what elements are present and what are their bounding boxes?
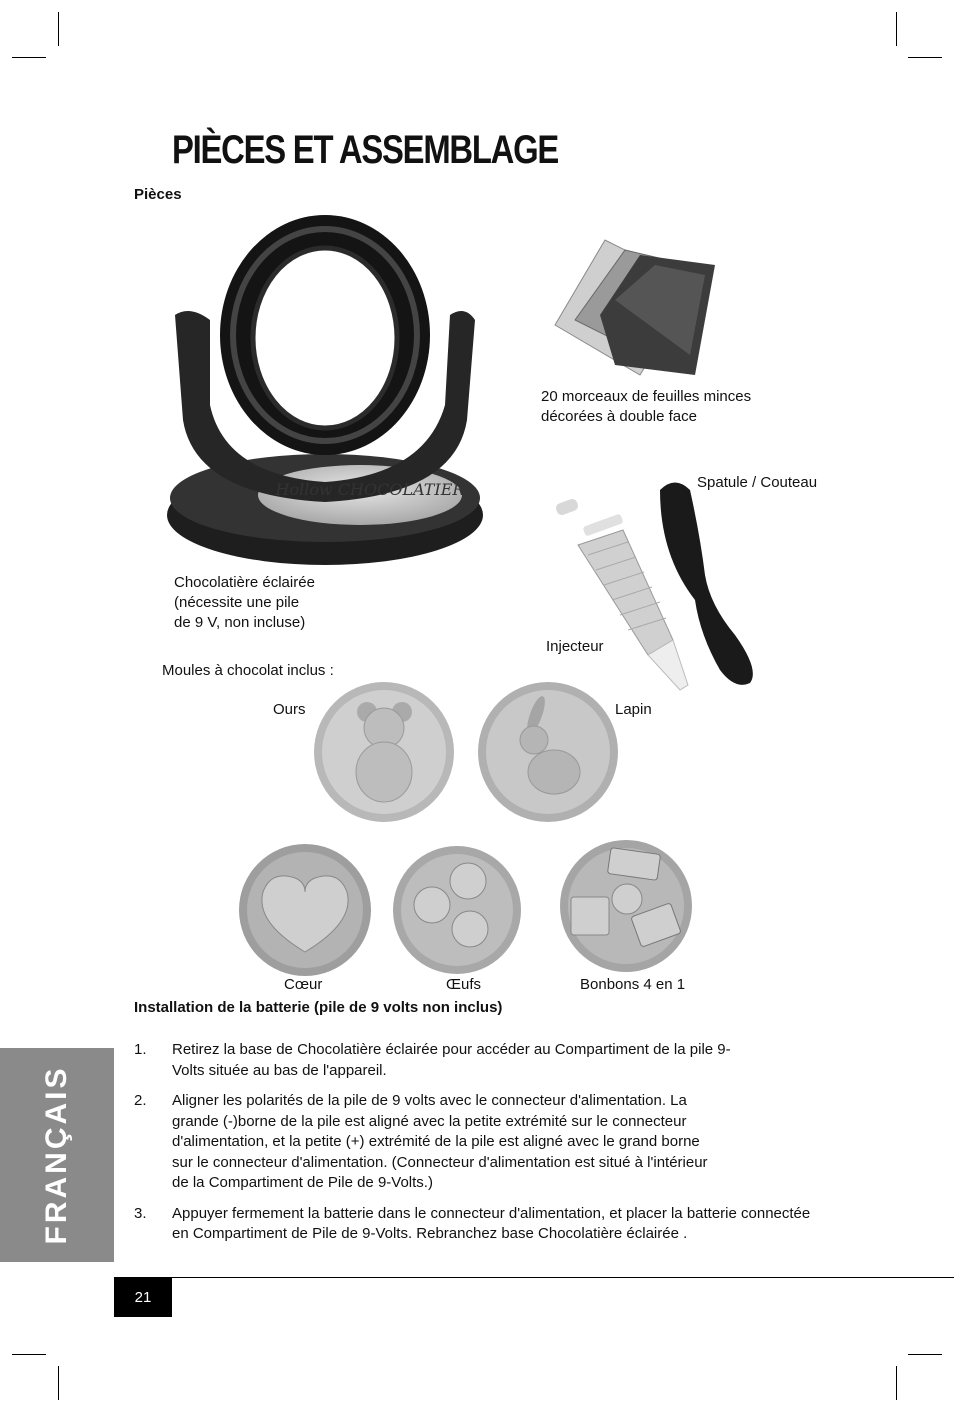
footer-divider bbox=[114, 1277, 954, 1278]
bear-mold-image bbox=[312, 680, 457, 825]
crop-mark bbox=[12, 57, 46, 58]
battery-heading: Installation de la batterie (pile de 9 volts non inclus) bbox=[134, 999, 503, 1016]
spatula-image bbox=[650, 475, 770, 690]
battery-steps bbox=[134, 1040, 834, 1255]
step-item bbox=[134, 1091, 834, 1194]
chocolatier-caption-line: de 9 V, non incluse) bbox=[174, 614, 306, 631]
injector-caption: Injecteur bbox=[546, 638, 604, 655]
foils-caption-line: 20 morceaux de feuilles minces bbox=[541, 388, 752, 405]
eggs-caption: Œufs bbox=[446, 976, 482, 993]
bear-caption: Ours bbox=[273, 701, 306, 718]
step-item bbox=[134, 1204, 834, 1245]
step-number: 1. bbox=[134, 1041, 147, 1058]
chocolatier-image bbox=[165, 210, 500, 570]
step-number: 3. bbox=[134, 1204, 147, 1222]
candy-caption: Bonbons 4 en 1 bbox=[580, 976, 686, 993]
crop-mark bbox=[896, 12, 897, 46]
parts-heading: Pièces bbox=[134, 186, 182, 203]
chocolatier-caption-line: Chocolatière éclairée bbox=[174, 574, 315, 591]
foils-caption-line: décorées à double face bbox=[541, 408, 697, 425]
language-label: FRANÇAIS bbox=[40, 1065, 73, 1245]
foils-image bbox=[545, 225, 725, 385]
step-number: 2. bbox=[134, 1092, 147, 1109]
product-logo: Hollow CHOCOLATIER bbox=[275, 480, 465, 499]
chocolatier-caption-line: (nécessite une pile bbox=[174, 594, 300, 611]
crop-mark bbox=[12, 1354, 46, 1355]
heart-mold-image bbox=[235, 842, 375, 977]
crop-mark bbox=[908, 1354, 942, 1355]
spatula-caption: Spatule / Couteau bbox=[697, 474, 818, 491]
page-number: 21 bbox=[114, 1277, 172, 1317]
crop-mark bbox=[58, 12, 59, 46]
heart-caption: Cœur bbox=[284, 976, 323, 993]
crop-mark bbox=[896, 1366, 897, 1400]
candy-mold-image bbox=[557, 837, 695, 975]
crop-mark bbox=[58, 1366, 59, 1400]
step-item bbox=[134, 1040, 834, 1081]
page-title: PIÈCES ET ASSEMBLAGE bbox=[172, 128, 559, 172]
rabbit-caption: Lapin bbox=[615, 701, 652, 718]
molds-intro: Moules à chocolat inclus : bbox=[162, 662, 334, 679]
step-text: Retirez la base de Chocolatière éclairée pour accéder au Compartiment de la pile 9-Volts située au bas de l'appareil. bbox=[172, 1041, 731, 1079]
step-text: Aligner les polarités de la pile de 9 volts avec le connecteur d'alimentation. La grande (-)borne de la pile est aligné avec la petite extrémité sur le connecteur d'alimentation, et la petite (+) extrémité de la pile est aligné avec le grand borne sur le connecteur d'alimentation. (Connecteur d'alimentation est situé à l'intérieur de la Compartiment de Pile de 9-Volts.) bbox=[172, 1092, 708, 1191]
crop-mark bbox=[908, 57, 942, 58]
eggs-mold-image bbox=[390, 843, 525, 978]
step-text: Appuyer fermement la batterie dans le connecteur d'alimentation, et placer la batterie connectée en Compartiment de Pile de 9-Volts. Rebranchez base Chocolatière éclairée . bbox=[172, 1204, 811, 1242]
rabbit-mold-image bbox=[476, 680, 621, 825]
